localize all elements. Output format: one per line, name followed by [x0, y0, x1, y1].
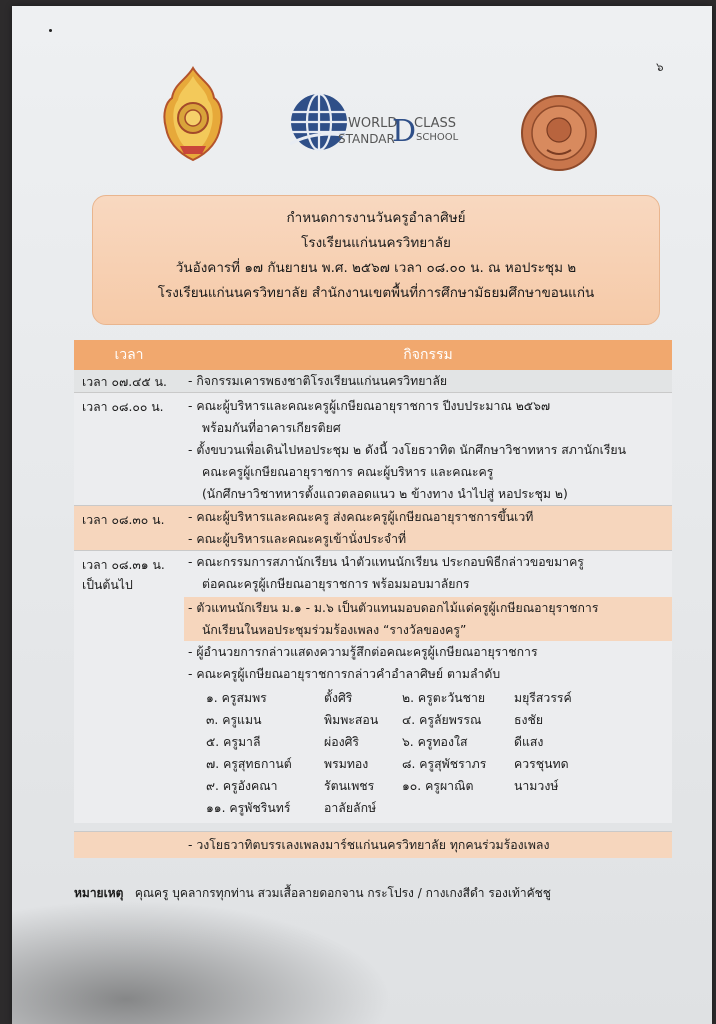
row-activity: (นักศึกษาวิชาทหารตั้งแถวตลอดแนว ๒ ข้างทาง นำไปสู่ หอประชุม ๒): [202, 487, 568, 501]
header-activity: กิจกรรม: [403, 347, 453, 363]
row-activity: - คณะกรรมการสภานักเรียน นำตัวแทนนักเรียน ประกอบพิธีกล่าวขอขมาครู: [188, 555, 584, 569]
retiree-name: ๗. ครูสุทธกานต์: [206, 757, 292, 771]
header-time: เวลา: [114, 347, 144, 363]
row-activity: คณะครูผู้เกษียณอายุราชการ คณะผู้บริหาร และคณะครู: [202, 465, 494, 479]
row-time-suffix: เป็นต้นไป: [82, 578, 133, 592]
retiree-name: ๕. ครูมาลี: [206, 735, 261, 749]
row-activity: - ผู้อำนวยการกล่าวแสดงความรู้สึกต่อคณะครูผู้เกษียณอายุราชการ: [188, 645, 538, 659]
speck: [49, 29, 52, 32]
retiree-surname: นามวงษ์: [514, 779, 559, 793]
retiree-name: ๖. ครูทองใส: [402, 735, 468, 749]
table-header: [74, 340, 672, 370]
row-activity: ต่อคณะครูผู้เกษียณอายุราชการ พร้อมมอบมาลัยกร: [202, 577, 470, 591]
row-activity: - กิจกรรมเคารพธงชาติโรงเรียนแก่นนครวิทยาลัย: [188, 374, 448, 388]
row-time: เวลา ๐๘.๐๐ น.: [82, 400, 164, 414]
retiree-surname: พรมทอง: [324, 757, 369, 771]
row-time: เวลา ๐๘.๓๑ น.: [82, 558, 165, 572]
row-activity: - คณะครูผู้เกษียณอายุราชการกล่าวคำอำลาศิษย์ ตามลำดับ: [188, 667, 501, 681]
retiree-name: [402, 797, 514, 819]
retiree-surname: อาลัยลักษ์: [324, 801, 377, 815]
row-activity: - ตัวแทนนักเรียน ม.๑ - ม.๖ เป็นตัวแทนมอบดอกไม้แด่ครูผู้เกษียณอายุราชการ: [188, 601, 599, 615]
row-activity: - คณะผู้บริหารและคณะครูเข้านั่งประจำที่: [188, 532, 407, 546]
retiree-surname: รัตนเพชร: [324, 779, 375, 793]
retiree-name: ๙. ครูอังคณา: [206, 779, 278, 793]
row-time: เวลา ๐๗.๔๕ น.: [82, 375, 167, 389]
title-box: [92, 195, 660, 325]
retiree-name: ๘. ครูสุพัชราภร: [402, 757, 487, 771]
retiree-surname: ตั้งศิริ: [324, 691, 353, 705]
title-line-3: วันอังคารที่ ๑๗ กันยายน พ.ศ. ๒๕๖๗ เวลา ๐๘.๐๐ น. ณ หอประชุม ๒: [175, 260, 577, 276]
logo-word-school: SCHOOL: [416, 132, 459, 143]
row-activity: นักเรียนในหอประชุมร่วมร้องเพลง “รางวัลของครู”: [202, 623, 467, 637]
page-number: ๖: [656, 60, 664, 74]
retiree-name: ๒. ครูตะวันชาย: [402, 691, 486, 705]
footnote-label: หมายเหตุ: [74, 886, 124, 900]
row-activity: - วงโยธวาทิตบรรเลงเพลงมาร์ชแก่นนครวิทยาลัย ทุกคนร่วมร้องเพลง: [188, 838, 550, 852]
world-class-logo: [288, 92, 468, 154]
table-row: [74, 831, 672, 858]
title-line-4: โรงเรียนแก่นนครวิทยาลัย สำนักงานเขตพื้นที่การศึกษามัธยมศึกษาขอนแก่น: [157, 285, 595, 301]
footnote-text: คุณครู บุคลากรทุกท่าน สวมเสื้อลายดอกจาน กระโปรง / กางเกงสีดำ รองเท้าคัชชู: [134, 886, 551, 900]
retiree-name: ๑๑. ครูพัชรินทร์: [206, 801, 291, 815]
row-activity: - คณะผู้บริหารและคณะครู ส่งคณะครูผู้เกษียณอายุราชการขึ้นเวที: [188, 510, 534, 524]
table-row: [74, 550, 672, 823]
table-row: [74, 392, 672, 505]
retiree-name: ๑. ครูสมพร: [206, 691, 267, 705]
retiree-surname: ควรชุนทด: [514, 757, 569, 771]
row-time: เวลา ๐๘.๓๐ น.: [82, 513, 165, 527]
retiree-surname: พิมพะสอน: [324, 713, 379, 727]
footnote: [74, 884, 551, 903]
row-activity: - คณะผู้บริหารและคณะครูผู้เกษียณอายุราชการ ปีงบประมาณ ๒๕๖๗: [188, 399, 551, 413]
title-line-2: โรงเรียนแก่นนครวิทยาลัย: [301, 235, 451, 251]
logo-word-standard: STANDAR: [338, 132, 395, 146]
retiree-name: ๔. ครูลัยพรรณ: [402, 713, 482, 727]
logo-word-class: CLASS: [414, 116, 457, 131]
schedule-table: [74, 340, 672, 858]
retiree-list: [184, 685, 672, 823]
row-activity: พร้อมกันที่อาคารเกียรติยศ: [202, 421, 341, 435]
retiree-name: ๑๐. ครูผาณิต: [402, 779, 474, 793]
retiree-surname: ธงชัย: [514, 713, 544, 727]
seal-icon: [520, 94, 598, 172]
logo-word-world: WORLD: [348, 116, 398, 131]
retiree-surname: มยุรีสวรรค์: [514, 691, 572, 705]
school-emblem-icon: [158, 66, 228, 162]
row-activity: - ตั้งขบวนเพื่อเดินไปหอประชุม ๒ ดังนี้ วงโยธวาทิต นักศึกษาวิชาทหาร สภานักเรียน: [188, 443, 627, 457]
table-row: [74, 370, 672, 392]
retiree-surname: ผ่องศิริ: [324, 735, 360, 749]
retiree-name: ๓. ครูแมน: [206, 713, 262, 727]
retiree-surname: [514, 797, 604, 819]
table-row: [74, 505, 672, 550]
retiree-surname: ดีแสง: [514, 735, 544, 749]
logo-letter: D: [392, 114, 417, 149]
title-line-1: กำหนดการงานวันครูอำลาศิษย์: [286, 210, 466, 226]
